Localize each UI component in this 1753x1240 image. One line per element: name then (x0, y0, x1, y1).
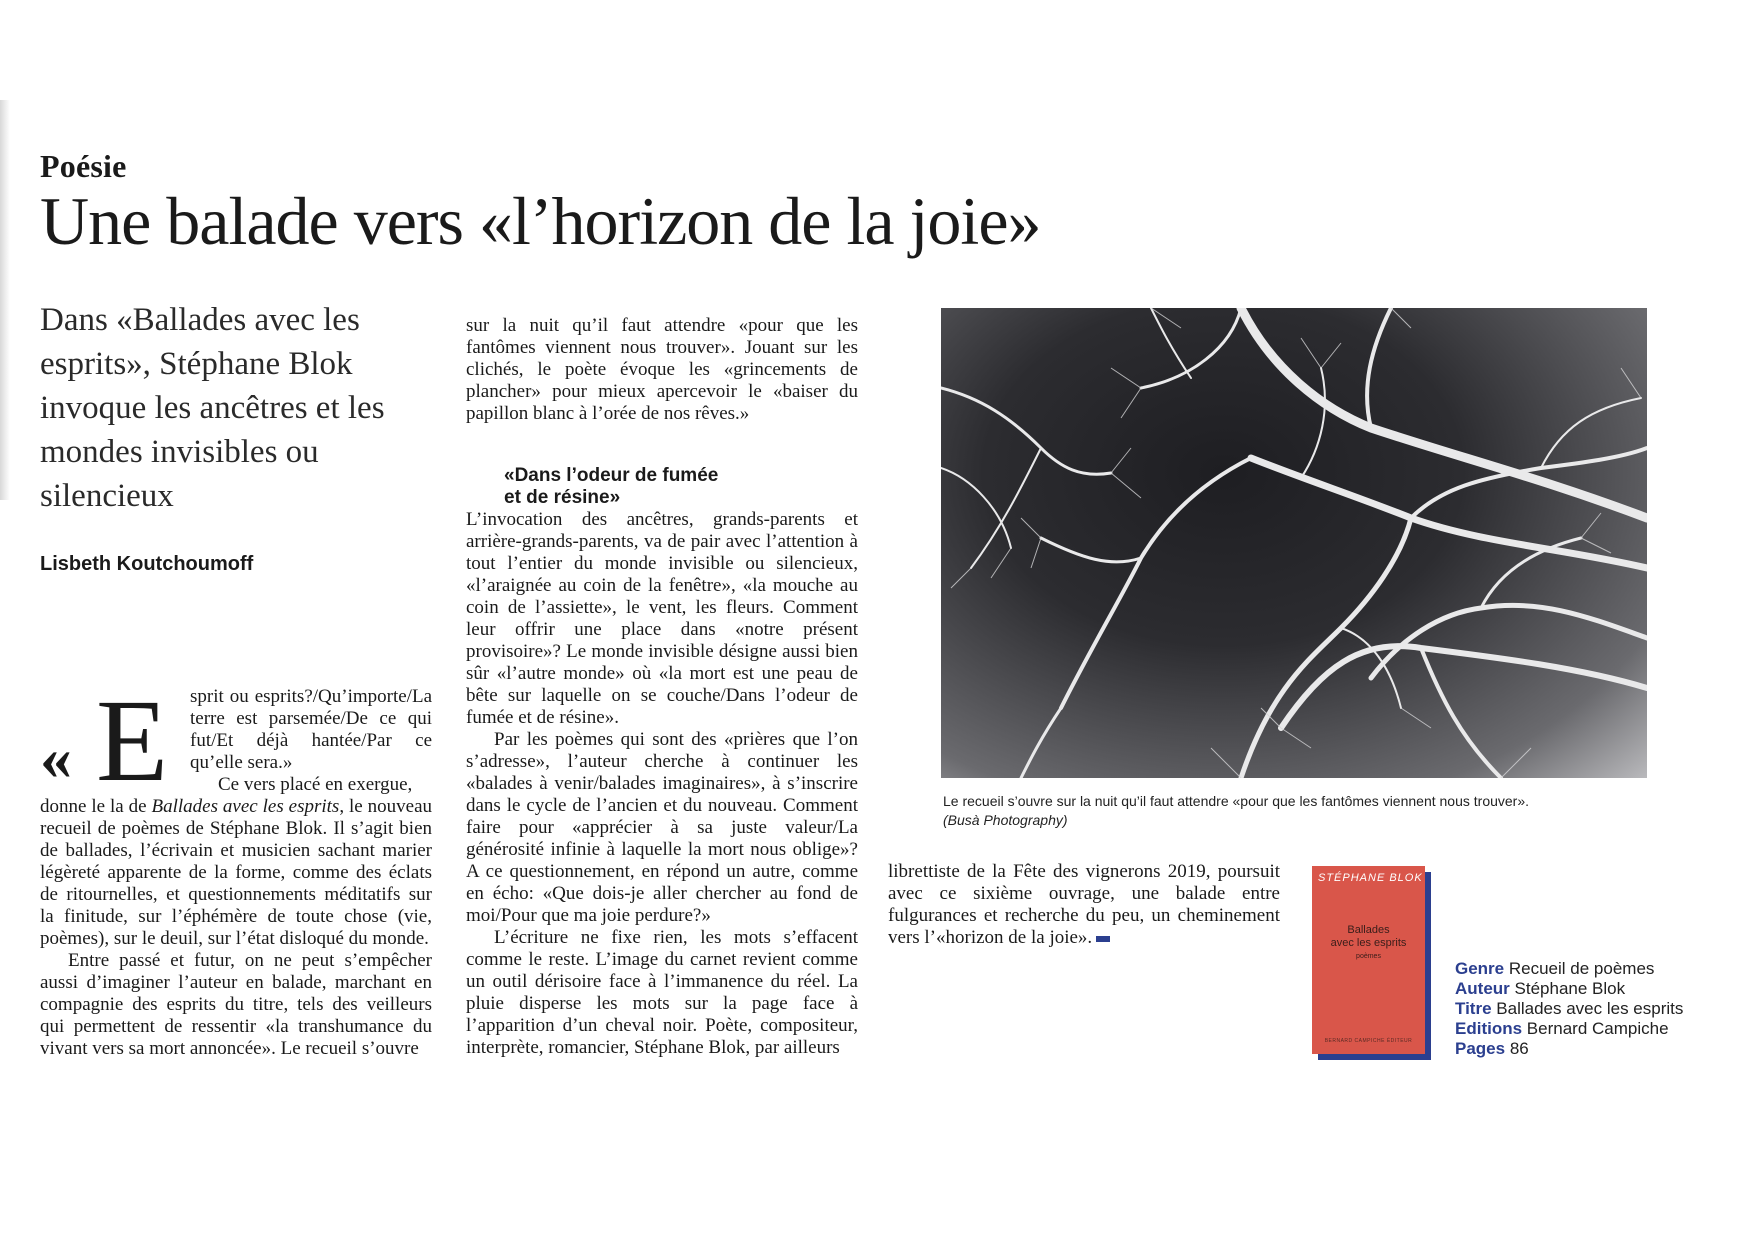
page-edge-shadow (0, 100, 10, 500)
rubric: Poésie (40, 148, 127, 184)
book-cover-subtitle: poèmes (1356, 953, 1381, 960)
paragraph-2-cont: sur la nuit qu’il faut attendre «pour que les fantômes viennent nous trouver». Jouant sur les clichés, le poète évoque les «grincements de plancher» pour mieux apercevoir le «baiser du papillon blanc à l’orée de nos rêves.» (466, 315, 858, 424)
article-column-3 (888, 861, 1280, 949)
dropcap (40, 675, 190, 806)
fact-title-value: Ballades avec les esprits (1496, 999, 1684, 1018)
dropcap-block (40, 675, 432, 806)
fact-author-value: Stéphane Blok (1514, 979, 1626, 998)
paragraph-5: L’écriture ne fixe rien, les mots s’effacent comme le reste. L’image du carnet revient comme un outil dérisoire face à l’immanence du réel. La pluie disperse les mots sur la page face à l’apparition d’un cheval noir. Poète, compositeur, interprète, romancier, Stéphane Blok, par ailleurs (466, 927, 858, 1058)
paragraph-3: L’invocation des ancêtres, grands-parents et arrière-grands-parents, va de pair avec l’attention à tout l’entier du monde invisible ou silencieux, «l’araignée au coin de la fenêtre», «la mouche au coin de l’assiette», le vent, les fleurs. Comment leur offrir une place dans «notre présent provisoire»? Le monde invisible désigne aussi bien sûr «l’autre monde» où «la mort est une peau de bête sur laquelle on se couche/Dans l’odeur de fumée et de résine». (466, 509, 858, 728)
fact-pages (1455, 1039, 1683, 1059)
fact-pages-label: Pages (1455, 1039, 1506, 1058)
fact-editions-label: Editions (1455, 1019, 1523, 1038)
book-title-inline: Ballades avec les esprits (151, 796, 340, 817)
fact-author (1455, 979, 1683, 999)
paragraph-5-cont: librettiste de la Fête des vignerons 2019, poursuit avec ce sixième ouvrage, une balade entre fulgurances et recherche du peu, un cheminement vers l’«horizon de la joie». (888, 861, 1280, 948)
lead-paragraph: Dans «Ballades avec les esprits», Stéphane Blok invoque les ancêtres et les mondes invisibles ou silencieux (40, 302, 385, 514)
book-cover-publisher: BERNARD CAMPICHE ÉDITEUR (1324, 1038, 1413, 1044)
dropcap-letter: E (96, 675, 169, 806)
book-cover-title-2: avec les esprits (1330, 937, 1407, 949)
author-byline: Lisbeth Koutchoumoff (40, 553, 254, 575)
paragraph-1-b: , le nouveau recueil de poèmes de Stéphane Blok. Il s’agit bien de ballades, l’écrivain et musicien sachant marier légèreté apparente de la forme, comme des éclats de ritournelles, et questionnements méditatifs sur la finitude, sur l’éphémère de toute chose (vie, poèmes), sur le deuil, sur l’état disloqué du monde. (40, 796, 432, 949)
subhead: «Dans l’odeur de fumée et de résine» (504, 465, 719, 508)
fact-genre (1455, 959, 1683, 979)
dropcap-quote: « (40, 722, 72, 793)
photo-credit: (Busà Photography) (943, 812, 1068, 828)
fact-genre-value: Recueil de poèmes (1508, 959, 1655, 978)
fact-title-label: Titre (1455, 999, 1492, 1018)
book-cover (1312, 866, 1425, 1054)
fact-editions-value: Bernard Campiche (1526, 1019, 1669, 1038)
fact-editions (1455, 1019, 1683, 1039)
paragraph-1-a: donne le la de (40, 796, 152, 817)
tree-branches-graphic (941, 308, 1647, 778)
book-cover-title (1312, 924, 1425, 963)
caption-text: Le recueil s’ouvre sur la nuit qu’il faut attendre «pour que les fantômes viennent nous trouver». (943, 793, 1530, 809)
photo-caption (943, 792, 1643, 830)
fact-box (1455, 959, 1683, 1059)
headline: Une balade vers «l’horizon de la joie» (40, 183, 1041, 259)
article-photo (941, 308, 1647, 778)
fact-title (1455, 999, 1683, 1019)
book-cover-author: STÉPHANE BLOK (1318, 872, 1423, 884)
fact-genre-label: Genre (1455, 959, 1505, 978)
fact-pages-value: 86 (1509, 1039, 1529, 1058)
end-mark (1096, 936, 1110, 942)
paragraph-2: Entre passé et futur, on ne peut s’empêcher aussi d’imaginer l’auteur en balade, marchant en compagnie des esprits du titre, tels des veilleurs qui permettent de ressentir «la transhumance du vivant vers sa mort annoncée». Le recueil s’ouvre (40, 950, 432, 1059)
article-column-2 (466, 315, 858, 1059)
opening-continuation: Ce vers placé en exergue, (218, 774, 413, 795)
opening-verse-text: sprit ou esprits?/Qu’importe/La terre est parsemée/De ce qui fut/Et déjà hantée/Par ce qu’elle sera.» (190, 686, 432, 773)
fact-author-label: Auteur (1455, 979, 1510, 998)
book-cover-title-1: Ballades (1347, 924, 1390, 936)
opening-verse (190, 686, 432, 796)
paragraph-1 (40, 796, 432, 950)
article-column-1 (40, 675, 432, 1060)
paragraph-4: Par les poèmes qui sont des «prières que l’on s’adresse», l’auteur cherche à continuer les «balades à venir/balades imaginaires», à s’inscrire dans le cycle de l’ancien et du nouveau. Comment faire pour «apprécier à sa juste valeur/La générosité infinie à laquelle la mort nous oblige»? A ce questionnement, en répond un autre, comme en écho: «Que dois-je aller chercher au fond de moi/Pour que ma joie perdure?» (466, 729, 858, 926)
